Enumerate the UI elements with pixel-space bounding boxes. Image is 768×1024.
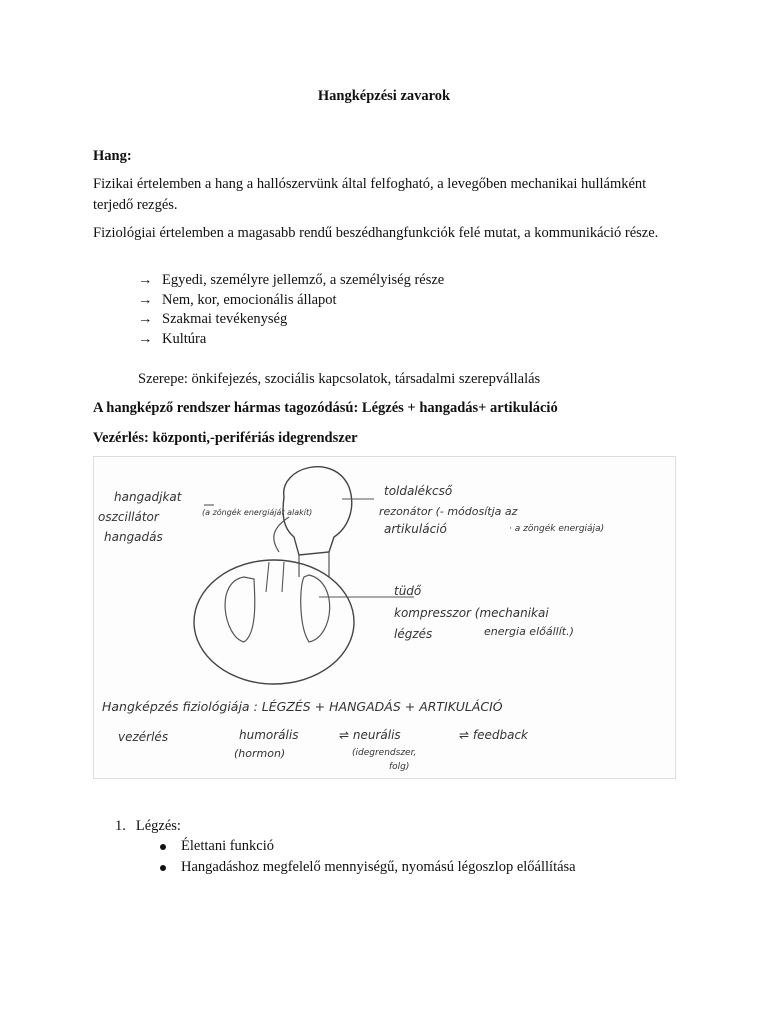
label-control-0: vezérlés <box>118 730 169 744</box>
label-left-2: hangadás <box>104 530 163 544</box>
bullet-icon <box>160 844 166 850</box>
system-line: A hangképző rendszer hármas tagozódású: Légzés + hangadás+ artikuláció <box>93 400 558 416</box>
label-control-2: ⇌ neurális <box>339 728 401 742</box>
numbered-list <box>115 816 181 836</box>
page-title: Hangképzési zavarok <box>317 88 451 104</box>
label-physiology-line: Hangképzés fiziológiája : LÉGZÉS + HANGADÁS + ARTIKULÁCIÓ <box>102 699 503 714</box>
numbered-item <box>115 816 181 836</box>
item-label: Légzés: <box>135 818 181 834</box>
arrow-icon: → <box>138 291 153 308</box>
label-left-1: oszcillátor <box>98 510 159 524</box>
torso-outline <box>194 560 354 684</box>
label-left-0: hangadjkat <box>114 490 182 504</box>
arrow-icon: → <box>138 272 153 288</box>
handwritten-diagram <box>93 456 676 779</box>
arrow-icon: → <box>138 330 153 347</box>
label-left-paren: (a zöngék energiáját alakít) <box>202 508 313 517</box>
arrow-list <box>138 271 444 349</box>
arrow-icon: → <box>138 311 153 327</box>
right-lung <box>301 575 330 642</box>
label-right-mid-3: légzés <box>394 627 433 641</box>
arrow-list-item: → Egyedi, személyre jellemző, a személyiség része <box>138 271 444 291</box>
bullet-icon <box>160 865 166 871</box>
bullet-list <box>160 836 576 878</box>
arrow-list-item: → Kultúra <box>138 330 444 350</box>
role-line: Szerepe: önkifejezés, szociális kapcsolatok, társadalmi szerepvállalás <box>138 371 541 387</box>
section-heading: Hang: <box>93 148 132 164</box>
label-right-mid-2: energia előállít.) <box>484 625 574 638</box>
item-number: 1. <box>115 818 126 834</box>
label-right-top-2: artikuláció <box>384 522 447 536</box>
label-right-top-0: toldalékcső <box>384 484 453 498</box>
label-right-mid-0: tüdő <box>394 584 422 598</box>
label-right-mid-1: kompresszor (mechanikai <box>394 606 549 620</box>
diagram-svg <box>94 457 675 778</box>
paragraph-physical: Fizikai értelemben a hang a hallószervünk által felfogható, a levegőben mechanikai hullámként terjedő rezgés. <box>93 176 647 213</box>
arrow-list-item: → Szakmai tevékenység <box>138 310 444 330</box>
label-control-1: humorális <box>239 728 299 742</box>
control-line: Vezérlés: központi,-perifériás idegrendszer <box>93 430 358 446</box>
left-lung <box>225 577 255 642</box>
label-right-top-1: rezonátor (- módosítja az <box>379 505 518 518</box>
paragraph-physiological: Fiziológiai értelemben a magasabb rendű beszédhangfunkciók felé mutat, a kommunikáció része. <box>93 225 659 241</box>
label-control-sub-1: (idegrendszer, <box>352 748 417 758</box>
arrow-list-item: → Nem, kor, emocionális állapot <box>138 291 444 311</box>
label-control-sub-2: folg) <box>389 762 410 772</box>
bullet-item: Élettani funkció <box>160 836 576 857</box>
label-control-sub-0: (hormon) <box>234 747 286 760</box>
bullet-item: Hangadáshoz megfelelő mennyiségű, nyomású légoszlop előállítása <box>160 857 576 878</box>
label-right-top-3: · a zöngék energiája) <box>509 524 605 534</box>
label-control-3: ⇌ feedback <box>459 728 528 742</box>
